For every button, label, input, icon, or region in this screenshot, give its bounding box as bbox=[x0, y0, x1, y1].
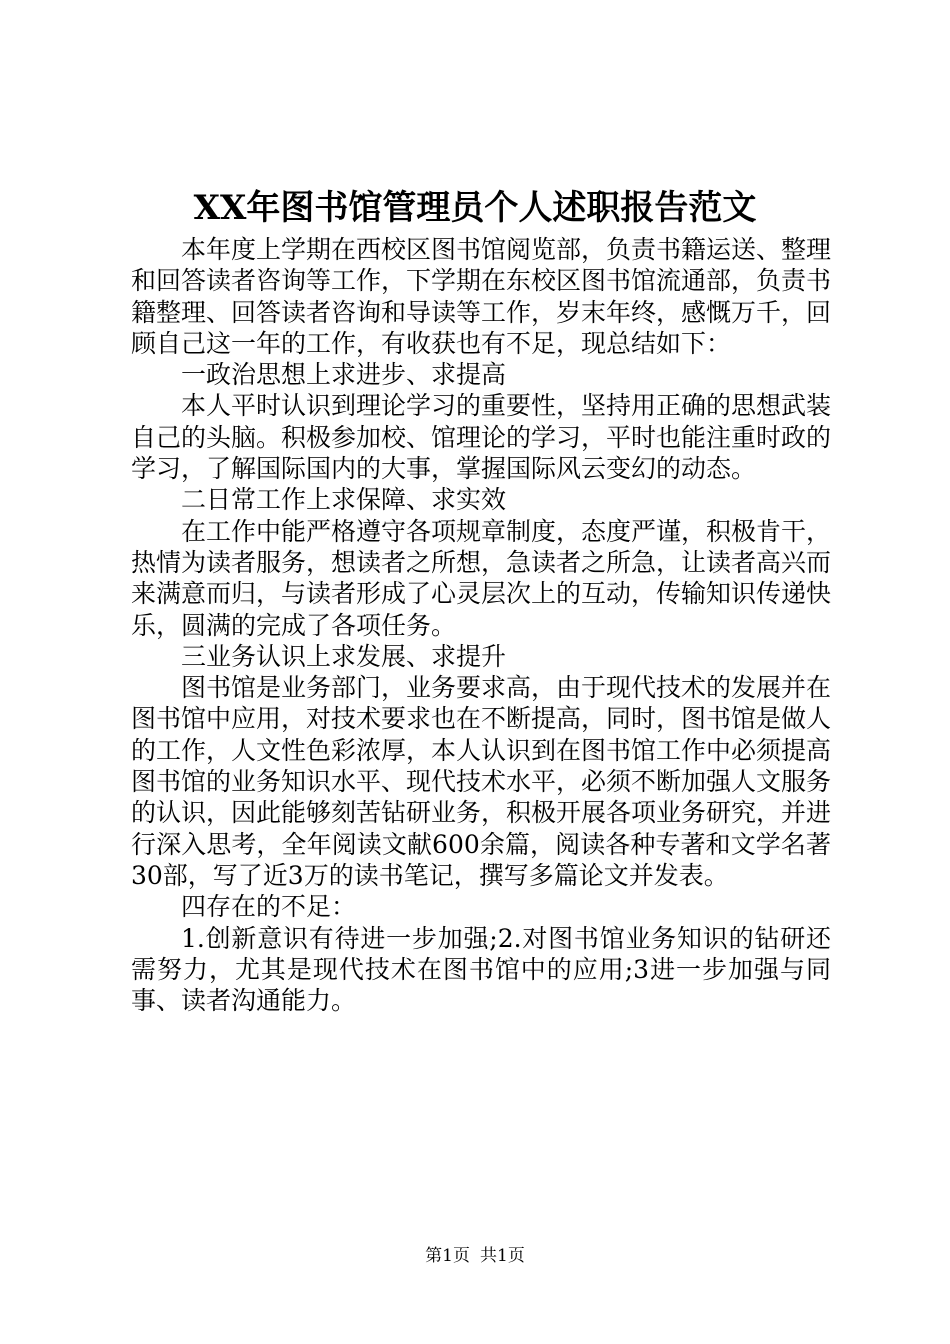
page-number: 第1页 bbox=[425, 1246, 470, 1266]
daily-work-paragraph: 在工作中能严格遵守各项规章制度，态度严谨，积极肯干，热情为读者服务，想读者之所想，急读者之所急，让读者高兴而来满意而归，与读者形成了心灵层次上的互动，传输知识传递快乐，圆满的完成了各项任务。 bbox=[131, 516, 832, 640]
section-heading-business: 三业务认识上求发展、求提升 bbox=[181, 641, 507, 671]
politics-paragraph: 本人平时认识到理论学习的重要性，坚持用正确的思想武装自己的头脑。积极参加校、馆理论的学习，平时也能注重时政的学习，了解国际国内的大事，掌握国际风云变幻的动态。 bbox=[131, 391, 832, 484]
business-paragraph: 图书馆是业务部门，业务要求高，由于现代技术的发展并在图书馆中应用，对技术要求也在不断提高，同时，图书馆是做人的工作，人文性色彩浓厚，本人认识到在图书馆工作中必须提高图书馆的业务知识水平、现代技术水平，必须不断加强人文服务的认识，因此能够刻苦钻研业务，积极开展各项业务研究，并进行深入思考，全年阅读文献600余篇，阅读各种专著和文学名著30部，写了近3万的读书笔记，撰写多篇论文并发表。 bbox=[131, 673, 832, 890]
intro-paragraph: 本年度上学期在西校区图书馆阅览部，负责书籍运送、整理和回答读者咨询等工作，下学期在东校区图书馆流通部，负责书籍整理、回答读者咨询和导读等工作，岁末年终，感慨万千，回顾自己这一年的工作，有收获也有不足，现总结如下： bbox=[131, 235, 832, 358]
section-heading-daily-work: 二日常工作上求保障、求实效 bbox=[181, 485, 507, 515]
page-footer bbox=[0, 1244, 950, 1268]
shortcomings-paragraph: 1.创新意识有待进一步加强;2.对图书馆业务知识的钻研还需努力，尤其是现代技术在图书馆中的应用;3进一步加强与同事、读者沟通能力。 bbox=[131, 923, 831, 1016]
document-title: XX年图书馆管理员个人述职报告范文 bbox=[193, 188, 757, 228]
document-body bbox=[131, 234, 831, 1016]
page-total: 共1页 bbox=[480, 1246, 525, 1266]
section-heading-politics: 一政治思想上求进步、求提高 bbox=[181, 360, 507, 390]
section-heading-shortcomings: 四存在的不足： bbox=[181, 892, 357, 922]
